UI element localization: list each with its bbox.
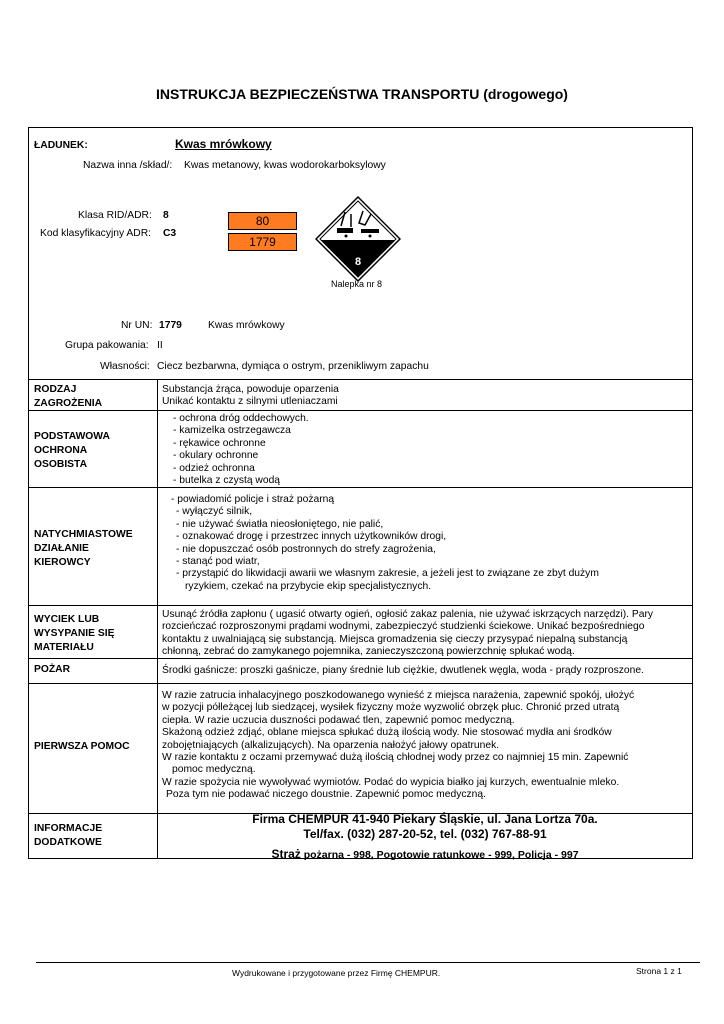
spill-label: WYCIEK LUB WYSYPANIE SIĘ MATERIAŁU [34, 614, 115, 653]
properties-label: Własności: [100, 361, 150, 372]
alt-name-label: Nazwa inna /skład/: [83, 160, 173, 171]
list-item: - ochrona dróg oddechowych. [168, 413, 309, 425]
un-name: Kwas mrówkowy [208, 320, 285, 331]
sticker-caption: Nalepka nr 8 [331, 279, 383, 289]
list-item: - wyłączyć silnik, [176, 506, 253, 518]
fire-text: Środki gaśnicze: proszki gaśnicze, piany średnie lub ciężkie, dwutlenek węgla, woda - prądy rozproszone. [162, 665, 644, 676]
first-aid-label: PIERWSZA POMOC [34, 741, 130, 752]
un-label: Nr UN: [121, 320, 153, 331]
table-divider [28, 410, 693, 411]
cargo-name: Kwas mrówkowy [175, 137, 272, 151]
list-item: - stanąć pod wiatr, [176, 556, 260, 568]
actions-label: NATYCHMIASTOWE DZIAŁANIE KIEROWCY [34, 529, 133, 568]
properties-value: Ciecz bezbarwna, dymiąca o ostrym, przenikliwym zapachu [157, 361, 429, 372]
packing-value: II [157, 340, 163, 351]
hazard-plate-top: 80 [228, 212, 297, 230]
footer-printed-by: Wydrukowane i przygotowane przez Firmę CHEMPUR. [232, 968, 441, 978]
hazard-text: Substancja żrąca, powoduje oparzenia Unikać kontaktu z silnymi utleniaczami [162, 384, 339, 408]
actions-list [171, 494, 599, 593]
footer-rule [36, 962, 700, 963]
emergency-numbers: Straż pożarna - 998, Pogotowie ratunkowe - 999, Policja - 997 [271, 847, 579, 861]
sticker-number: 8 [354, 256, 362, 268]
ppe-label: PODSTAWOWA OCHRONA OSOBISTA [34, 431, 110, 470]
info-label: INFORMACJE DODATKOWE [34, 823, 103, 848]
list-item: - okulary ochronne [168, 450, 309, 462]
list-item: - przystąpić do likwidacji awarii we własnym zakresie, a jeżeli jest to związane ze zbyt dużym [176, 568, 599, 580]
table-divider [28, 605, 693, 606]
first-aid-text: W razie zatrucia inhalacyjnego poszkodowanego wynieść z miejsca narażenia, zapewnić spokój, ułożyć w pozycji półleżącej lub siedzącej, wysiłek fizyczny może wyzwolić obrzęk płuc. Chronić przed utratą ciepła. W razie uczucia duszności podawać tlen, zapewnić pomoc medyczną. Skażoną odzież zdjąć, oblane miejsca spłukać dużą ilością wody. Nie stosować mydła ani środków zobojętniających (alkalizujących). Na oparzenia nałożyć jałowy opatrunek. W razie kontaktu z oczami przemywać dużą ilością chłodnej wody przez co najmniej 15 min. Zapewnić pomoc medyczną. W razie spożycia nie wywoływać wymiotów. Podać do wypicia białko jaj kurzych, ewentualnie mleko. Poza tym nie podawać niczego doustnie. Zapewnić pomoc medyczną. [162, 690, 635, 801]
list-item: - odzież ochronna [168, 463, 309, 475]
list-item: - kamizelka ostrzegawcza [168, 425, 309, 437]
list-item: - nie używać światła nieosłoniętego, nie palić, [176, 518, 384, 530]
table-divider [28, 379, 693, 380]
spill-text: Usunąć źródła zapłonu ( ugasić otwarty ogień, ogłosić zakaz palenia, nie używać iskrzących narzędzi). Pary rozcieńczać rozproszonymi prądami wodnymi, zabezpieczyć studzienki ściekowe. Unikać bezpośredniego kontaktu z uwalniającą się substancją. Miejsca gromadzenia się cieczy przysypać niepalną substancją chłonną, zebrać do zamykanego pojemnika, zanieczyszczoną powierzchnię spłukać wodą. [162, 609, 654, 658]
fire-label: POŻAR [34, 664, 71, 675]
table-column-divider [157, 379, 158, 859]
table-divider [28, 683, 693, 684]
table-divider [28, 487, 693, 488]
ppe-list [168, 413, 309, 487]
list-item: - nie dopuszczać osób postronnych do strefy zagrożenia, [176, 543, 436, 555]
list-item: - rękawice ochronne [168, 438, 309, 450]
cargo-label: ŁADUNEK: [34, 140, 88, 151]
corrosive-sticker-icon [315, 196, 401, 282]
class-value: 8 [163, 210, 169, 221]
list-item: ryzykiem, czekać na przybycie ekip specjalistycznych. [185, 580, 432, 592]
list-item: - powiadomić policje i straż pożarną [171, 494, 335, 505]
document-title: INSTRUKCJA BEZPIECZEŃSTWA TRANSPORTU (drogowego) [156, 86, 568, 102]
list-item: - butelka z czystą wodą [168, 475, 309, 487]
company-phone: Tel/fax. (032) 287-20-52, tel. (032) 767-88-91 [303, 827, 547, 841]
company-name: Firma CHEMPUR 41-940 Piekary Śląskie, ul. Jana Lortza 70a. [252, 812, 598, 826]
un-value: 1779 [159, 320, 182, 331]
class-label: Klasa RID/ADR: [78, 210, 152, 221]
list-item: - oznakować drogę i przestrzec innych użytkowników drogi, [176, 531, 447, 543]
packing-label: Grupa pakowania: [65, 340, 149, 351]
code-value: C3 [163, 228, 177, 239]
hazard-label: RODZAJ ZAGROŻENIA [34, 384, 103, 409]
page-number: Strona 1 z 1 [636, 966, 682, 976]
alt-name-value: Kwas metanowy, kwas wodorokarboksylowy [184, 160, 386, 171]
hazard-plate-bottom: 1779 [228, 233, 297, 251]
code-label: Kod klasyfikacyjny ADR: [40, 228, 152, 239]
